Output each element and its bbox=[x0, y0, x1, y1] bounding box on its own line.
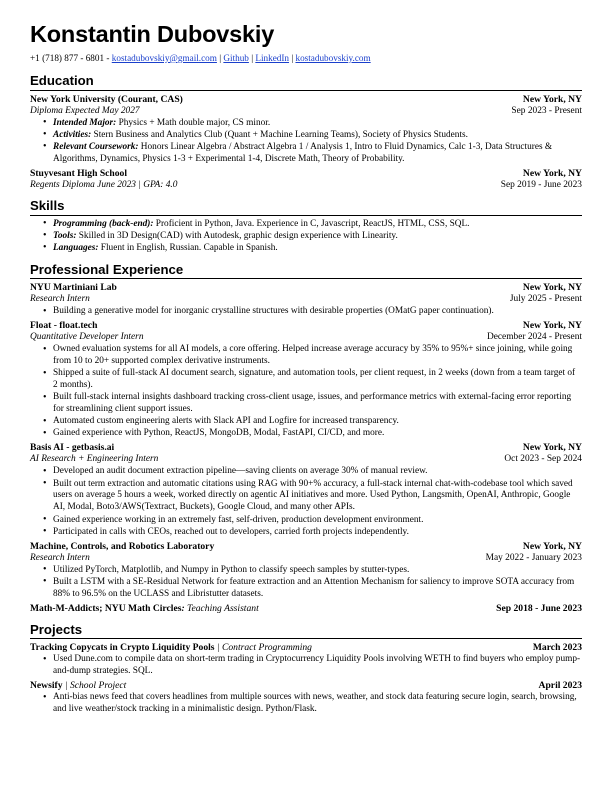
job-title: Teaching Assistant bbox=[187, 602, 259, 614]
company-location: New York, NY bbox=[522, 319, 582, 331]
list-item bbox=[53, 118, 582, 130]
list-item bbox=[53, 243, 582, 255]
separator-1: | bbox=[219, 52, 222, 63]
experience-entry: Math-M-Addicts; NYU Math Circles: Teaching Assistant Sep 2018 - June 2023 bbox=[30, 602, 582, 614]
phone-text: +1 (718) 877 - 6801 bbox=[30, 52, 105, 63]
divider-projects bbox=[30, 638, 582, 639]
skill-text: Fluent in English, Russian. Capable in Spanish. bbox=[98, 242, 278, 253]
skill-label: Tools: bbox=[53, 230, 77, 241]
job-title: Quantitative Developer Intern bbox=[30, 331, 144, 342]
skill-label: Languages: bbox=[53, 242, 99, 253]
company-name: NYU Martiniani Lab bbox=[30, 282, 117, 294]
contact-line: +1 (718) 877 - 6801 - kostadubovskiy@gmail.com | Github | LinkedIn | kostadubovskiy.com bbox=[30, 52, 371, 63]
separator-3: | bbox=[291, 52, 294, 63]
email-link[interactable]: kostadubovskiy@gmail.com bbox=[111, 52, 217, 63]
education-dates: Sep 2019 - June 2023 bbox=[500, 179, 582, 190]
skills-list bbox=[30, 219, 582, 255]
project-title: Newsify bbox=[30, 679, 63, 691]
list-item: • Shipped a suite of full-stack AI document search, signature, and automation tools, per client request, in 2 weeks (down from a team target of 2 months). bbox=[53, 368, 582, 392]
company-name: Machine, Controls, and Robotics Laboratory bbox=[30, 540, 215, 552]
linkedin-link[interactable]: LinkedIn bbox=[255, 52, 290, 63]
divider-education bbox=[30, 90, 582, 91]
separator-2: | bbox=[251, 52, 254, 63]
project-subtitle: Contract Programming bbox=[221, 641, 312, 653]
bullet-text: Honors Linear Algebra / Abstract Algebra 1 / Analysis 1, Intro to Fluid Dynamics, Calc 1-3, Data Structures & Algorithms, Dynamics, Physics 1-3 + Experimental 1-4, Discrete Math, Theory of Probability. bbox=[53, 141, 553, 164]
experience-entry bbox=[30, 541, 582, 601]
bullet-label: Relevant Coursework: bbox=[53, 141, 139, 152]
section-heading-education: Education bbox=[30, 73, 94, 89]
experience-entry bbox=[30, 442, 582, 538]
skill-text: Skilled in 3D Design(CAD) with Autodesk, graphic design experience with Linearity. bbox=[76, 230, 398, 241]
section-heading-projects: Projects bbox=[30, 621, 83, 637]
list-item: • Built out term extraction and automatic citations using RAG with 90+% accuracy, a full-stack internal chat-with-codebase tool which saved users on average 5 hours a week, worked directly on agentic AI initiatives and more. Used Python, Langsmith, OpenAI, Anthropic, Google AI, Modal, Boto3/AWS(Textract, Buckets), Google Cloud, and many other APIs. bbox=[53, 479, 582, 515]
skill-label: Programming (back-end): bbox=[53, 218, 154, 229]
degree-text: Regents Diploma June 2023 | GPA: 4.0 bbox=[30, 179, 178, 190]
job-dates: Sep 2018 - June 2023 bbox=[496, 602, 582, 614]
list-item bbox=[53, 219, 582, 231]
job-title: Research Intern bbox=[30, 552, 90, 563]
github-link[interactable]: Github bbox=[223, 52, 249, 63]
project-title: Tracking Copycats in Crypto Liquidity Pools bbox=[30, 641, 215, 653]
experience-bullets bbox=[30, 344, 582, 440]
experience-entry bbox=[30, 320, 582, 440]
experience-bullets bbox=[30, 565, 582, 601]
divider-experience bbox=[30, 278, 582, 279]
experience-bullets bbox=[30, 466, 582, 538]
list-item bbox=[53, 231, 582, 243]
page-title: Konstantin Dubovskiy bbox=[30, 21, 275, 47]
list-item: • Gained experience with Python, ReactJS, MongoDB, Modal, FastAPI, CI/CD, and more. bbox=[53, 428, 582, 440]
list-item: • Anti-bias news feed that covers headlines from multiple sources with news, weather, and stock data featuring secure login, search, browsing, and live weather/stock tracking in a minimalistic design. Python/Flask. bbox=[53, 692, 582, 716]
section-heading-skills: Skills bbox=[30, 198, 65, 214]
list-item: • Built full-stack internal insights dashboard tracking cross-client usage, issues, and performance metrics with external-facing error reporting for streamlining client support issues. bbox=[53, 392, 582, 416]
job-title: AI Research + Engineering Intern bbox=[30, 454, 159, 465]
school-name: New York University (Courant, CAS) bbox=[30, 93, 183, 105]
list-item: • Participated in calls with CEOs, reached out to developers, carried forth projects independently. bbox=[53, 527, 582, 539]
school-location: New York, NY bbox=[522, 167, 582, 179]
list-item bbox=[53, 130, 582, 142]
company-name: Basis AI - getbasis.ai bbox=[30, 442, 115, 454]
list-item: • Built a LSTM with a SE-Residual Network for feature extraction and an Attention Mechanism for saliency to improve SOTA accuracy from 88% to 96.5% on the UCLASS and Libristutter datasets. bbox=[53, 577, 582, 601]
website-link[interactable]: kostadubovskiy.com bbox=[295, 52, 371, 63]
bullet-label: Activities: bbox=[53, 129, 92, 140]
school-name: Stuyvesant High School bbox=[30, 167, 128, 179]
experience-entry bbox=[30, 282, 582, 318]
degree-text: Diploma Expected May 2027 bbox=[30, 105, 140, 116]
skill-text: Proficient in Python, Java. Experience in C, Javascript, ReactJS, HTML, CSS, SQL. bbox=[153, 218, 470, 229]
list-item: • Building a generative model for inorganic crystalline structures with desirable properties (OMatG paper continuation). bbox=[53, 306, 582, 318]
job-title: Research Intern bbox=[30, 294, 90, 305]
job-dates: Oct 2023 - Sep 2024 bbox=[504, 454, 582, 465]
bullet-text: Stern Business and Analytics Club (Quant + Machine Learning Teams), Society of Physics Students. bbox=[91, 129, 468, 140]
company-location: New York, NY bbox=[522, 442, 582, 454]
education-entry bbox=[30, 94, 582, 166]
list-item: • Used Dune.com to compile data on short-term trading in Cryptocurrency Liquidity Pools involving WETH to find buyers who employ pump-and-dump strategies. SQL. bbox=[53, 654, 582, 678]
project-date: April 2023 bbox=[538, 679, 582, 691]
education-entry bbox=[30, 168, 582, 192]
job-dates: May 2022 - January 2023 bbox=[485, 552, 582, 563]
list-item: • Utilized PyTorch, Matplotlib, and Numpy in Python to classify speech samples by stutter-types. bbox=[53, 565, 582, 577]
project-bullets bbox=[30, 654, 582, 678]
project-entry: Newsify | School Project April 2023 • Anti-bias news feed that covers headlines from multiple sources with news, weather, and stock data featuring secure login, search, browsing, and live weather/stock tracking in a minimalistic design. Python/Flask. bbox=[30, 680, 582, 716]
company-name: Math-M-Addicts; NYU Math Circles bbox=[30, 602, 182, 614]
list-item: • Developed an audit document extraction pipeline—saving clients on average 30% of manual review. bbox=[53, 466, 582, 478]
project-bullets bbox=[30, 692, 582, 716]
list-item: • Gained experience working in an extremely fast, self-driven, production development environment. bbox=[53, 515, 582, 527]
company-name: Float - float.tech bbox=[30, 319, 98, 331]
project-subtitle: School Project bbox=[69, 679, 127, 691]
school-location: New York, NY bbox=[522, 93, 582, 105]
job-dates: July 2025 - Present bbox=[509, 294, 582, 305]
experience-bullets bbox=[30, 306, 582, 318]
company-location: New York, NY bbox=[522, 282, 582, 294]
section-heading-experience: Professional Experience bbox=[30, 261, 184, 277]
bullet-label: Intended Major: bbox=[53, 117, 117, 128]
job-dates: December 2024 - Present bbox=[486, 331, 582, 342]
list-item: • Automated custom engineering alerts with Slack API and Logfire for increased transparency. bbox=[53, 416, 582, 428]
project-date: March 2023 bbox=[532, 641, 582, 653]
company-location: New York, NY bbox=[522, 540, 582, 552]
list-item: • Owned evaluation systems for all AI models, a core offering. Helped increase average accuracy by 35% to 95%+ since joining, while going from 10 to 20+ supported complex derivative instruments. bbox=[53, 344, 582, 368]
project-entry: Tracking Copycats in Crypto Liquidity Pools | Contract Programming March 2023 • Used Dune.com to compile data on short-term trading in Cryptocurrency Liquidity Pools involving WETH to find buyers who employ pump-and-dump strategies. SQL. bbox=[30, 642, 582, 678]
bullet-text: Physics + Math double major, CS minor. bbox=[116, 117, 271, 128]
list-item bbox=[53, 142, 582, 166]
education-dates: Sep 2023 - Present bbox=[511, 105, 582, 116]
education-bullets bbox=[30, 118, 582, 166]
divider-skills bbox=[30, 215, 582, 216]
